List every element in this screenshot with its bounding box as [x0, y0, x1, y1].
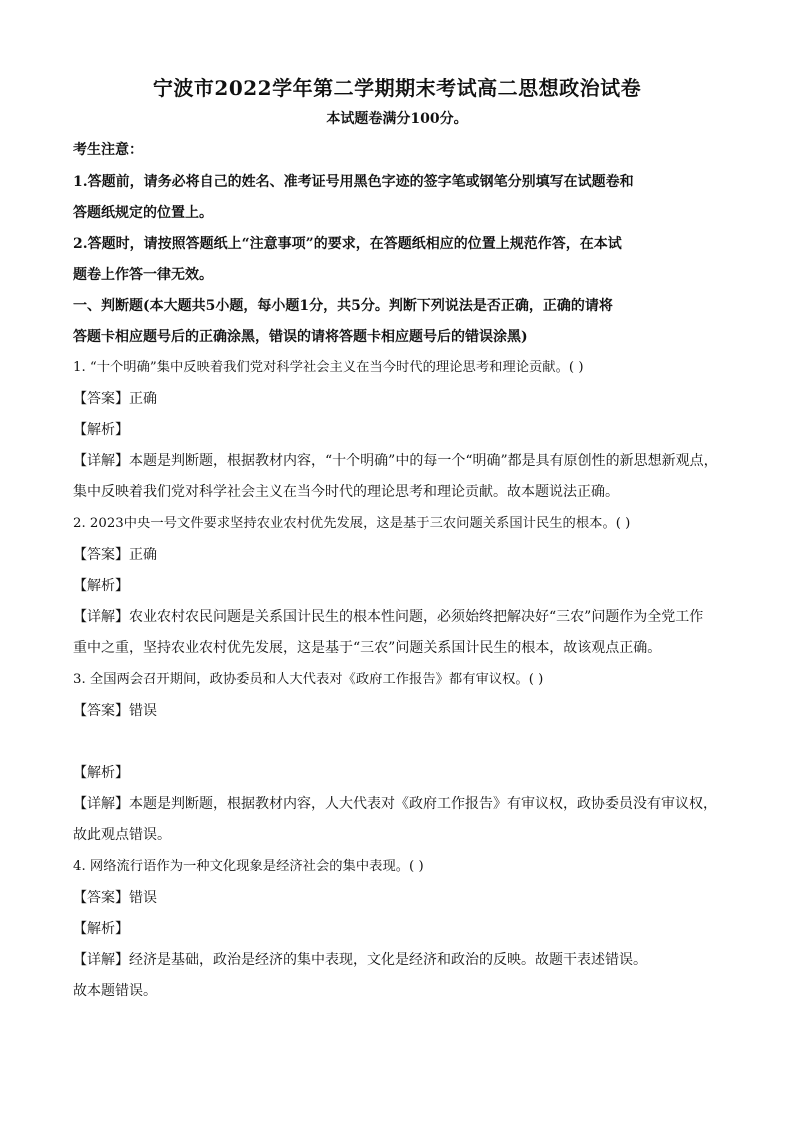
detail-text: 经济是基础，政治是经济的集中表现，文化是经济和政治的反映。故题干表述错误。 — [129, 952, 647, 968]
answer-label: 【答案】 — [73, 890, 129, 906]
question-1-detail-line-2: 集中反映着我们党对科学社会主义在当今时代的理论思考和理论贡献。故本题说法正确。 — [73, 484, 619, 500]
question-3-detail-line-1 — [73, 794, 733, 814]
detail-text: 农业农村农民问题是关系国计民生的根本性问题，必须始终把解决好“三农”问题作为全党工作 — [129, 609, 704, 625]
detail-label: 【详解】 — [73, 453, 129, 469]
detail-label: 【详解】 — [73, 796, 129, 812]
notice-item-1-line-2: 答题纸规定的位置上。 — [73, 205, 213, 221]
question-1-stem: 1. “十个明确”集中反映着我们党对科学社会主义在当今时代的理论思考和理论贡献。( ) — [73, 360, 584, 375]
page-title: 宁波市2022学年第二学期期末考试高二思想政治试卷 — [152, 76, 642, 100]
question-1-detail-line-1 — [73, 451, 733, 471]
notice-heading: 考生注意： — [73, 142, 143, 158]
question-2-answer — [73, 545, 733, 565]
page-subtitle: 本试题卷满分100分。 — [326, 111, 468, 127]
answer-label: 【答案】 — [73, 547, 129, 563]
question-3-analysis-label: 【解析】 — [73, 765, 129, 781]
notice-item-2-line-2: 题卷上作答一律无效。 — [73, 267, 213, 283]
question-3-answer — [73, 701, 733, 721]
detail-label: 【详解】 — [73, 609, 129, 625]
notice-item-1-line-1: 1.答题前，请务必将自己的姓名、准考证号用黑色字迹的签字笔或钢笔分别填写在试题卷和 — [73, 174, 634, 190]
question-3-detail-line-2: 故此观点错误。 — [73, 827, 171, 843]
question-3-stem: 3. 全国两会召开期间，政协委员和人大代表对《政府工作报告》都有审议权。( ) — [73, 672, 544, 687]
question-4-answer — [73, 888, 733, 908]
answer-value: 错误 — [129, 890, 157, 906]
question-2-detail-line-2: 重中之重，坚持农业农村优先发展，这是基于“三农”问题关系国计民生的根本，故该观点正确。 — [73, 640, 662, 656]
section-heading-line-1: 一、判断题(本大题共5小题，每小题1分，共5分。判断下列说法是否正确，正确的请将 — [73, 298, 613, 314]
answer-label: 【答案】 — [73, 391, 129, 407]
question-2-stem: 2. 2023中央一号文件要求坚持农业农村优先发展，这是基于三农问题关系国计民生的根本。( ) — [73, 516, 631, 531]
question-1-answer — [73, 389, 733, 409]
question-4-detail-line-1 — [73, 950, 733, 970]
section-heading-line-2: 答题卡相应题号后的正确涂黑，错误的请将答题卡相应题号后的错误涂黑) — [73, 329, 528, 345]
detail-text: 本题是判断题，根据教材内容，人大代表对《政府工作报告》有审议权，政协委员没有审议权， — [129, 796, 717, 812]
detail-text: 本题是判断题，根据教材内容，“十个明确”中的每一个“明确”都是具有原创性的新思想新观点， — [129, 453, 718, 469]
answer-value: 错误 — [129, 703, 157, 719]
question-4-detail-line-2: 故本题错误。 — [73, 983, 157, 999]
answer-label: 【答案】 — [73, 703, 129, 719]
answer-value: 正确 — [129, 547, 157, 563]
answer-value: 正确 — [129, 391, 157, 407]
question-2-detail-line-1 — [73, 607, 733, 627]
detail-label: 【详解】 — [73, 952, 129, 968]
question-4-stem: 4. 网络流行语作为一种文化现象是经济社会的集中表现。( ) — [73, 859, 424, 874]
question-4-analysis-label: 【解析】 — [73, 921, 129, 937]
question-2-analysis-label: 【解析】 — [73, 578, 129, 594]
notice-item-2-line-1: 2.答题时，请按照答题纸上“注意事项”的要求，在答题纸相应的位置上规范作答，在本试 — [73, 236, 622, 252]
question-1-analysis-label: 【解析】 — [73, 422, 129, 438]
